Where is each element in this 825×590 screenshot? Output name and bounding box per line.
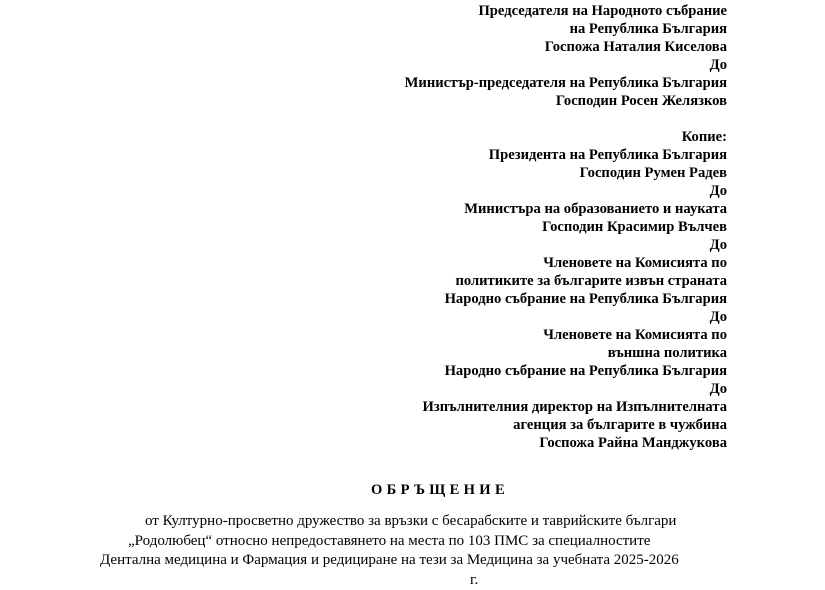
recipient-line: Министъра на образованието и науката: [0, 200, 727, 218]
recipient-line: До: [0, 56, 727, 74]
recipient-line: Членовете на Комисията по: [0, 254, 727, 272]
recipient-line: До: [0, 236, 727, 254]
subject-line: г.: [470, 571, 478, 590]
recipient-block: [0, 2, 727, 452]
recipient-line: Министър-председателя на Република България: [0, 74, 727, 92]
recipient-line: Госпожа Наталия Киселова: [0, 38, 727, 56]
recipient-line: Президента на Република България: [0, 146, 727, 164]
recipient-line: Членовете на Комисията по: [0, 326, 727, 344]
document-title: ОБРЪЩЕНИЕ: [0, 481, 825, 499]
recipient-line: Господин Красимир Вълчев: [0, 218, 727, 236]
recipient-line: Господин Росен Желязков: [0, 92, 727, 110]
subject-line: „Родолюбец“ относно непредоставянето на места по 103 ПМС за специалностите: [128, 532, 650, 552]
blank-line: [0, 110, 727, 128]
subject-line: Дентална медицина и Фармация и редициране на тези за Медицина за учебната 2025-2026: [100, 551, 679, 571]
recipient-line: Госпожа Райна Манджукова: [0, 434, 727, 452]
subject-line: от Културно-просветно дружество за връзки с бесарабските и таврийските българи: [145, 512, 676, 532]
recipient-line: До: [0, 308, 727, 326]
recipient-line: външна политика: [0, 344, 727, 362]
recipient-line: Господин Румен Радев: [0, 164, 727, 182]
recipient-line: политиките за българите извън страната: [0, 272, 727, 290]
recipient-line: Изпълнителния директор на Изпълнителната: [0, 398, 727, 416]
recipient-line: До: [0, 380, 727, 398]
recipient-line: на Република България: [0, 20, 727, 38]
recipient-line: Председателя на Народното събрание: [0, 2, 727, 20]
recipient-line: Народно събрание на Република България: [0, 290, 727, 308]
recipient-line: До: [0, 182, 727, 200]
recipient-line: агенция за българите в чужбина: [0, 416, 727, 434]
recipient-line: Народно събрание на Република България: [0, 362, 727, 380]
copy-label: Копие:: [0, 128, 727, 146]
